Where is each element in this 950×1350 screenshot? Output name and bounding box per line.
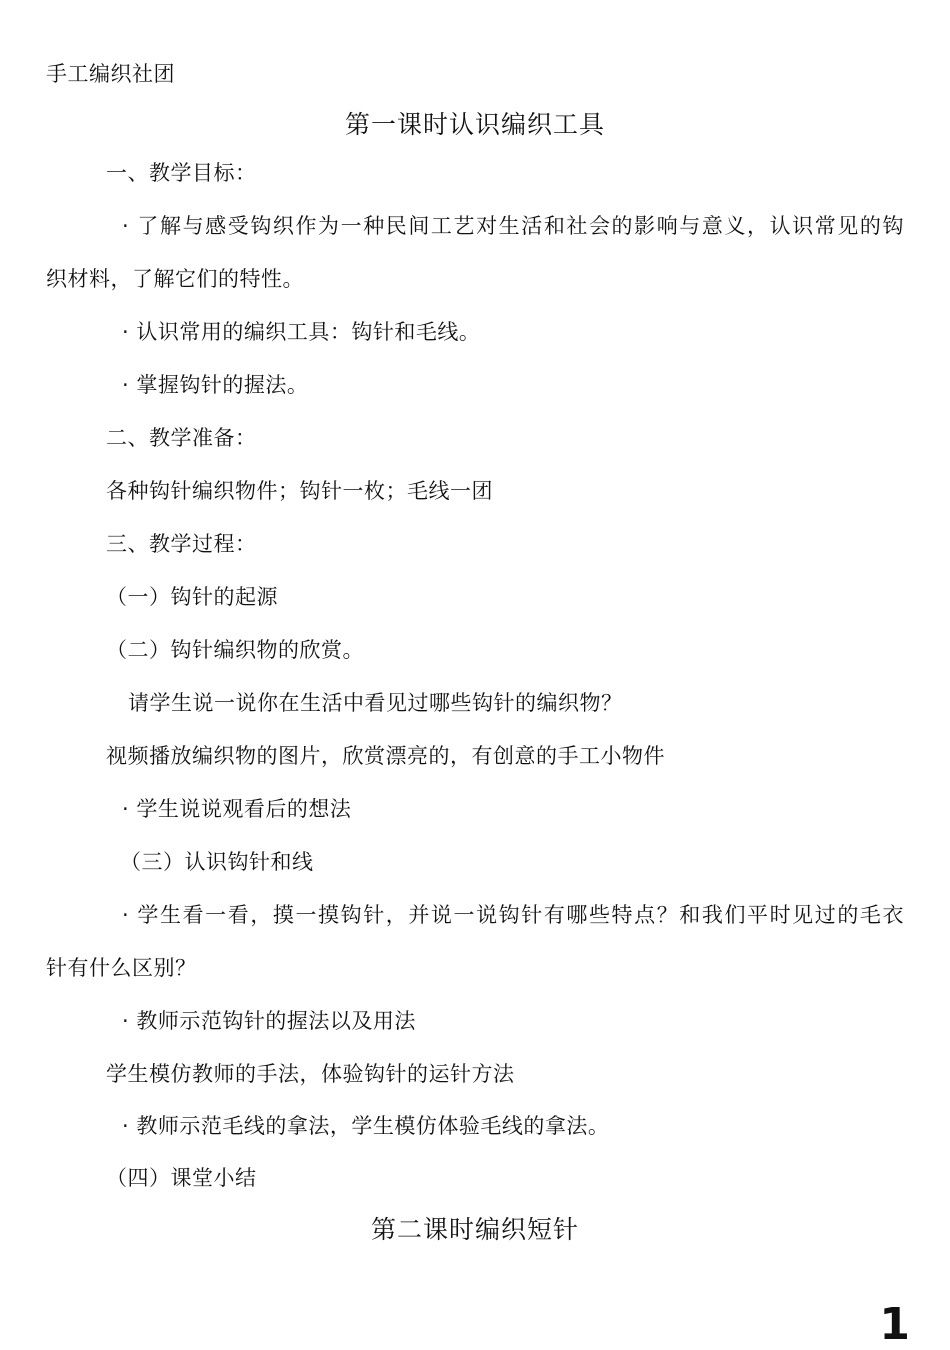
step-2-video: 视频播放编织物的图片，欣赏漂亮的，有创意的手工小物件 xyxy=(106,744,665,768)
club-name: 手工编织社团 xyxy=(46,62,175,86)
lesson1-title: 第一课时认识编织工具 xyxy=(344,110,605,139)
preparation-text: 各种钩针编织物件；钩针一枚；毛线一团 xyxy=(106,479,493,503)
step-1: （一）钩针的起源 xyxy=(106,585,278,609)
step-2-question: 请学生说一说你在生活中看见过哪些钩针的编织物？ xyxy=(128,691,623,715)
objective-1-line-1: · 了解与感受钩织作为一种民间工艺对生活和社会的影响与意义，认识常见的钩 xyxy=(122,214,904,238)
objective-3: · 掌握钩针的握法。 xyxy=(122,373,309,397)
objective-1-line-2: 织材料，了解它们的特性。 xyxy=(46,267,304,291)
preparation-heading: 二、教学准备： xyxy=(106,426,257,450)
step-3-b: · 教师示范钩针的握法以及用法 xyxy=(122,1009,416,1033)
step-3-a-line-1: · 学生看一看，摸一摸钩针，并说一说钩针有哪些特点？和我们平时见过的毛衣 xyxy=(122,903,904,927)
objective-2: · 认识常用的编织工具：钩针和毛线。 xyxy=(122,320,481,344)
step-2-share: · 学生说说观看后的想法 xyxy=(122,797,352,821)
lesson2-title: 第二课时编织短针 xyxy=(370,1215,579,1244)
step-2: （二）钩针编织物的欣赏。 xyxy=(106,638,364,662)
step-4: （四）课堂小结 xyxy=(106,1166,257,1190)
step-3-d: · 教师示范毛线的拿法，学生模仿体验毛线的拿法。 xyxy=(122,1114,610,1138)
page-number: 1 xyxy=(879,1299,910,1350)
step-3-a-line-2: 针有什么区别？ xyxy=(46,956,197,980)
step-3-c: 学生模仿教师的手法，体验钩针的运针方法 xyxy=(106,1062,515,1086)
step-3: （三）认识钩针和线 xyxy=(120,850,314,874)
process-heading: 三、教学过程： xyxy=(106,532,257,556)
objectives-heading: 一、教学目标： xyxy=(106,161,257,185)
